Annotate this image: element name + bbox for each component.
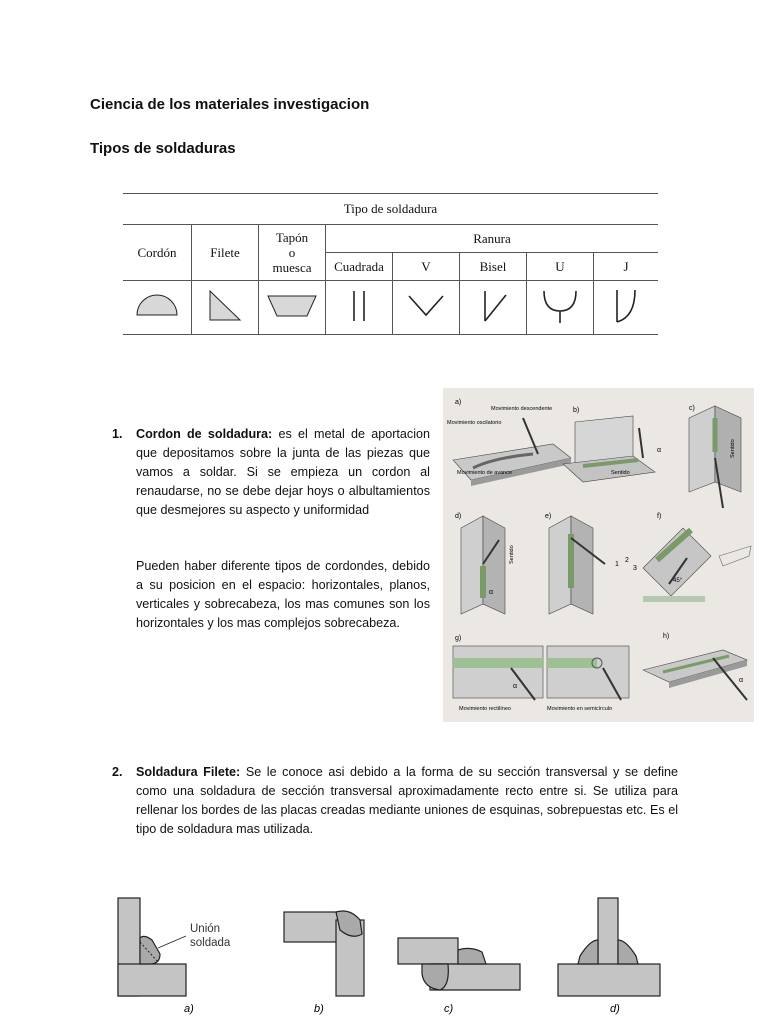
plate-b-top — [284, 912, 342, 942]
panel-h-label: h) — [663, 633, 670, 640]
weld-c-top — [458, 948, 486, 964]
j-groove-icon — [609, 287, 643, 325]
section2-paragraph — [136, 763, 678, 839]
panel-a-label: a) — [455, 399, 462, 406]
fillet-joint-d — [548, 890, 668, 1024]
label-sentido-b: Sentido — [611, 470, 630, 476]
label-sentido-c: Sentido — [730, 439, 736, 458]
alpha-b: α — [657, 447, 662, 454]
u-groove-icon — [540, 287, 580, 325]
symbol-filete — [192, 281, 259, 335]
label-mov-descendente: Movimiento descendente — [491, 406, 553, 412]
symbol-bisel — [460, 281, 527, 335]
alpha-g: α — [513, 683, 518, 690]
symbol-u — [527, 281, 594, 335]
section2-text: Se le conoce asi debido a la forma de su sección transversal y se define como una soldadura de sección transversal aproximadamente recto entre si. Se utiliza para rellenar los bordes de las placas creadas mediante uniones de esquinas, sobrepuestas etc. Es el tipo de soldadura mas utilizada. — [136, 765, 678, 836]
col-u: U — [527, 253, 594, 281]
fillet-symbol-icon — [207, 289, 243, 323]
doc-subtitle: Tipos de soldaduras — [90, 140, 236, 157]
symbol-v — [393, 281, 460, 335]
col-j: J — [594, 253, 659, 281]
caption-a: a) — [184, 1003, 194, 1015]
welding-positions-figure — [443, 388, 754, 722]
svg-text:2: 2 — [625, 557, 629, 564]
square-groove-icon — [347, 289, 371, 323]
panel-b-label: b) — [573, 407, 580, 414]
col-tapon-l3: muesca — [272, 260, 312, 275]
section1-text: es el metal de aportacion que depositamos sobre la junta de las piezas que vamos a soldar. Si se empieza un cordon al renaudarse, no se debe dejar hoys o albultamientos que desmejores su aspecto y uniformidad — [136, 427, 431, 517]
v-groove-icon — [406, 291, 446, 321]
panel-f-label: f) — [657, 513, 662, 520]
plate-c-left — [398, 938, 458, 964]
col-bisel: Bisel — [460, 253, 527, 281]
label-union: Unión — [190, 923, 221, 935]
doc-title: Ciencia de los materiales investigacion — [90, 96, 370, 113]
col-ranura: Ranura — [326, 225, 659, 253]
section1-paragraph2: Pueden haber diferente tipos de cordondes, debido a su posicion en el espacio: horizontales, planos, verticales y sobrecabeza, los mas comunes son los horizontales y los mas complejos sobrecabeza. — [136, 559, 430, 630]
caption-d: d) — [610, 1003, 620, 1015]
symbol-cuadrada — [326, 281, 393, 335]
panel-g-label: g) — [455, 635, 462, 642]
svg-text:1: 1 — [615, 561, 619, 568]
bevel-groove-icon — [476, 289, 510, 323]
section1-number: 1. — [112, 427, 123, 441]
col-cordon: Cordón — [123, 225, 192, 281]
weld-c-bottom — [422, 964, 448, 990]
bead-symbol-icon — [135, 293, 179, 319]
plug-symbol-icon — [266, 293, 318, 319]
weld-d-right — [618, 940, 638, 964]
angle-45-label: 45° — [673, 578, 683, 584]
fillet-joints-figure — [100, 890, 540, 1024]
col-tapon-l1: Tapón — [275, 230, 309, 245]
panel-d-label: d) — [455, 513, 462, 520]
label-mov-avance: Movimiento de avance — [457, 470, 513, 476]
col-v: V — [393, 253, 460, 281]
panel-c-label: c) — [689, 405, 695, 412]
table-header: Tipo de soldadura — [123, 194, 658, 225]
col-tapon-l2: o — [288, 245, 296, 260]
label-mov-oscilatorio: Movimiento oscilatorio — [447, 420, 502, 426]
caption-c: c) — [444, 1003, 454, 1015]
section1-title: Cordon de soldadura: — [136, 427, 273, 441]
symbol-j — [594, 281, 659, 335]
weld-types-table — [123, 193, 658, 335]
label-mov-semicirculo: Movimiento en semicírculo — [547, 706, 613, 712]
section1-paragraph — [136, 425, 430, 520]
label-mov-rectilineo: Movimiento rectilíneo — [459, 706, 511, 712]
weld-d-left — [578, 940, 598, 964]
alpha-h: α — [739, 677, 744, 684]
label-soldada: soldada — [190, 937, 231, 949]
section2-number: 2. — [112, 765, 123, 779]
welding-positions-drawing — [443, 388, 754, 722]
weld-a — [140, 936, 160, 964]
panel-e-label: e) — [545, 513, 552, 520]
col-filete: Filete — [192, 225, 259, 281]
col-tapon — [259, 225, 326, 281]
alpha-d: α — [489, 589, 494, 596]
caption-b: b) — [314, 1003, 324, 1015]
symbol-cordon — [123, 281, 192, 335]
col-cuadrada: Cuadrada — [326, 253, 393, 281]
section2-title: Soldadura Filete: — [136, 765, 241, 779]
label-sentido-d: Sentido — [509, 545, 515, 564]
symbol-tapon — [259, 281, 326, 335]
plate-a-horizontal — [118, 964, 186, 996]
svg-text:3: 3 — [633, 565, 637, 572]
